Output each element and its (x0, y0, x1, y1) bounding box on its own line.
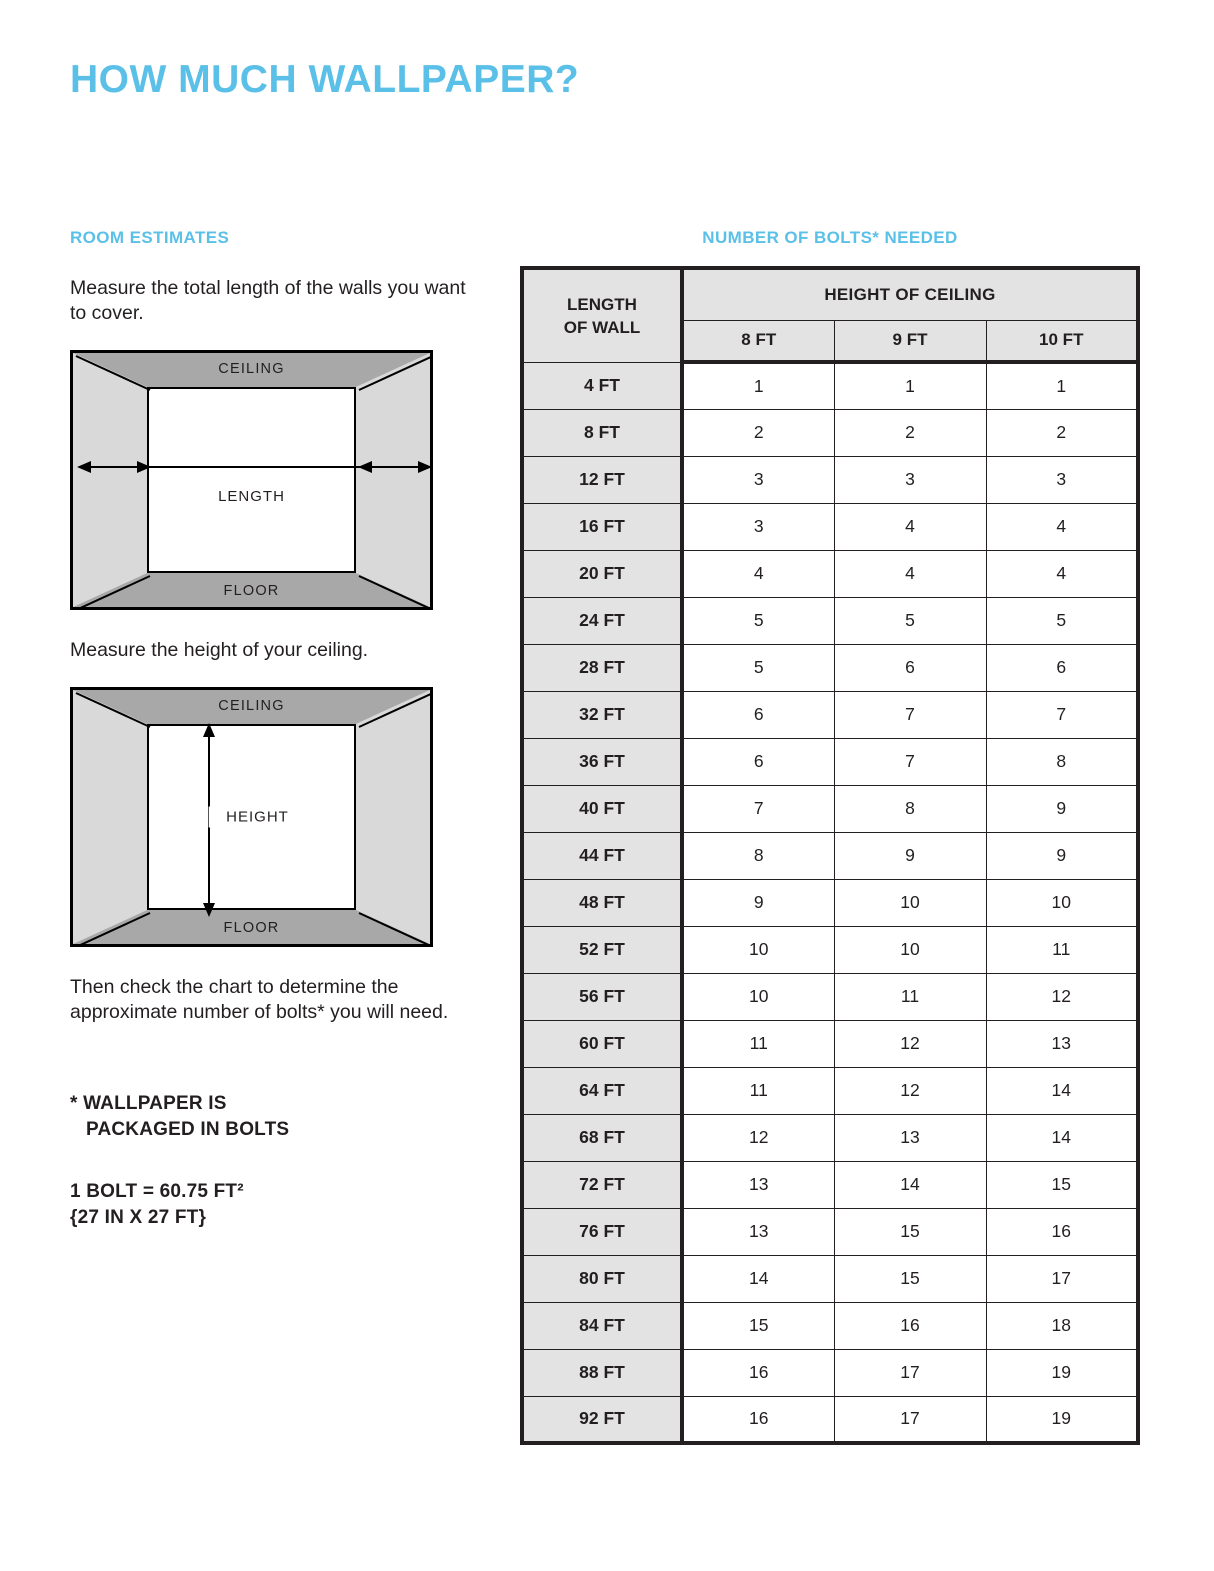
row-value-8ft: 14 (682, 1255, 834, 1302)
table-row (522, 691, 1138, 738)
page-title: HOW MUCH WALLPAPER? (70, 58, 580, 101)
row-value-8ft: 5 (682, 597, 834, 644)
row-value-8ft: 10 (682, 926, 834, 973)
row-length: 28 FT (522, 644, 682, 691)
table-row (522, 503, 1138, 550)
ceiling-label-1: CEILING (218, 361, 285, 377)
row-value-10ft: 15 (986, 1161, 1138, 1208)
row-length: 60 FT (522, 1020, 682, 1067)
row-value-8ft: 10 (682, 973, 834, 1020)
column-header-8ft: 8 FT (682, 320, 834, 362)
row-value-10ft: 19 (986, 1396, 1138, 1443)
bolt-area-line: 1 BOLT = 60.75 FT² (70, 1181, 244, 1202)
row-value-10ft: 12 (986, 973, 1138, 1020)
table-row (522, 926, 1138, 973)
row-value-9ft: 17 (834, 1349, 986, 1396)
row-value-8ft: 15 (682, 1302, 834, 1349)
row-value-10ft: 4 (986, 503, 1138, 550)
row-value-8ft: 3 (682, 456, 834, 503)
row-value-10ft: 10 (986, 879, 1138, 926)
room-estimates-column (70, 228, 470, 1231)
length-header-line-2: OF WALL (563, 317, 641, 337)
table-row (522, 456, 1138, 503)
row-length: 64 FT (522, 1067, 682, 1114)
section-heading-room-estimates: ROOM ESTIMATES (70, 228, 230, 247)
row-value-9ft: 16 (834, 1302, 986, 1349)
row-value-9ft: 6 (834, 644, 986, 691)
table-row (522, 644, 1138, 691)
row-value-8ft: 11 (682, 1067, 834, 1114)
row-length: 52 FT (522, 926, 682, 973)
row-value-8ft: 11 (682, 1020, 834, 1067)
row-value-9ft: 14 (834, 1161, 986, 1208)
row-length: 40 FT (522, 785, 682, 832)
footnote-line-1: * WALLPAPER IS (70, 1093, 227, 1114)
row-value-10ft: 16 (986, 1208, 1138, 1255)
row-value-9ft: 10 (834, 879, 986, 926)
row-value-10ft: 7 (986, 691, 1138, 738)
bolt-dimensions-line: {27 IN X 27 FT} (70, 1207, 207, 1228)
row-value-9ft: 7 (834, 738, 986, 785)
row-value-9ft: 11 (834, 973, 986, 1020)
row-length: 24 FT (522, 597, 682, 644)
row-value-9ft: 9 (834, 832, 986, 879)
row-value-9ft: 15 (834, 1208, 986, 1255)
row-value-8ft: 16 (682, 1349, 834, 1396)
table-row (522, 738, 1138, 785)
column-header-9ft: 9 FT (834, 320, 986, 362)
row-value-10ft: 8 (986, 738, 1138, 785)
row-length: 84 FT (522, 1302, 682, 1349)
row-value-8ft: 3 (682, 503, 834, 550)
length-header-line-1: LENGTH (567, 294, 637, 314)
table-row (522, 1067, 1138, 1114)
row-value-8ft: 6 (682, 691, 834, 738)
table-row (522, 1020, 1138, 1067)
row-value-10ft: 9 (986, 832, 1138, 879)
table-row (522, 1208, 1138, 1255)
row-length: 20 FT (522, 550, 682, 597)
row-value-10ft: 18 (986, 1302, 1138, 1349)
row-value-8ft: 1 (682, 362, 834, 409)
row-length: 16 FT (522, 503, 682, 550)
table-row (522, 409, 1138, 456)
row-value-10ft: 4 (986, 550, 1138, 597)
row-length: 12 FT (522, 456, 682, 503)
row-value-8ft: 9 (682, 879, 834, 926)
bolts-table-column (520, 228, 1140, 1445)
table-row (522, 550, 1138, 597)
table-row (522, 1114, 1138, 1161)
row-value-9ft: 5 (834, 597, 986, 644)
row-value-9ft: 1 (834, 362, 986, 409)
row-length: 76 FT (522, 1208, 682, 1255)
row-length: 44 FT (522, 832, 682, 879)
table-row (522, 362, 1138, 409)
row-value-10ft: 13 (986, 1020, 1138, 1067)
column-header-10ft: 10 FT (986, 320, 1138, 362)
floor-label-2: FLOOR (223, 920, 280, 936)
table-row (522, 1302, 1138, 1349)
row-value-10ft: 14 (986, 1114, 1138, 1161)
row-value-8ft: 5 (682, 644, 834, 691)
room-diagram-height (70, 687, 433, 947)
table-row (522, 973, 1138, 1020)
length-of-wall-header (522, 268, 682, 362)
row-length: 8 FT (522, 409, 682, 456)
row-value-8ft: 6 (682, 738, 834, 785)
table-row (522, 1255, 1138, 1302)
row-value-8ft: 7 (682, 785, 834, 832)
row-value-9ft: 2 (834, 409, 986, 456)
instruction-paragraph-3: Then check the chart to determine the approximate number of bolts* you will need. (70, 976, 449, 1023)
row-value-10ft: 3 (986, 456, 1138, 503)
row-length: 32 FT (522, 691, 682, 738)
row-value-8ft: 8 (682, 832, 834, 879)
table-row (522, 832, 1138, 879)
table-row (522, 1396, 1138, 1443)
row-value-9ft: 10 (834, 926, 986, 973)
row-value-8ft: 13 (682, 1161, 834, 1208)
row-value-9ft: 15 (834, 1255, 986, 1302)
bolts-table (520, 266, 1140, 1445)
row-value-10ft: 19 (986, 1349, 1138, 1396)
row-value-8ft: 2 (682, 409, 834, 456)
row-value-8ft: 4 (682, 550, 834, 597)
height-of-ceiling-header: HEIGHT OF CEILING (682, 268, 1138, 320)
row-length: 56 FT (522, 973, 682, 1020)
row-value-9ft: 12 (834, 1067, 986, 1114)
row-value-10ft: 11 (986, 926, 1138, 973)
row-value-9ft: 8 (834, 785, 986, 832)
table-row (522, 879, 1138, 926)
row-value-10ft: 14 (986, 1067, 1138, 1114)
row-value-9ft: 4 (834, 550, 986, 597)
row-value-9ft: 4 (834, 503, 986, 550)
row-value-9ft: 12 (834, 1020, 986, 1067)
row-length: 92 FT (522, 1396, 682, 1443)
room-diagram-length (70, 350, 433, 610)
row-value-10ft: 1 (986, 362, 1138, 409)
row-value-8ft: 16 (682, 1396, 834, 1443)
row-value-10ft: 5 (986, 597, 1138, 644)
length-dimension-arrows (73, 353, 433, 610)
row-length: 68 FT (522, 1114, 682, 1161)
row-value-10ft: 6 (986, 644, 1138, 691)
height-measure-label: HEIGHT (208, 807, 295, 828)
row-length: 72 FT (522, 1161, 682, 1208)
row-value-10ft: 2 (986, 409, 1138, 456)
length-measure-label: LENGTH (212, 486, 291, 507)
ceiling-label-2: CEILING (218, 698, 285, 714)
row-value-10ft: 9 (986, 785, 1138, 832)
row-length: 4 FT (522, 362, 682, 409)
instruction-paragraph-2: Measure the height of your ceiling. (70, 639, 369, 661)
row-length: 48 FT (522, 879, 682, 926)
table-row (522, 785, 1138, 832)
row-value-9ft: 13 (834, 1114, 986, 1161)
row-length: 36 FT (522, 738, 682, 785)
row-length: 88 FT (522, 1349, 682, 1396)
floor-label-1: FLOOR (223, 583, 280, 599)
bolts-table-body (522, 362, 1138, 1443)
table-title: NUMBER OF BOLTS* NEEDED (702, 228, 958, 247)
bolts-table-header (522, 268, 1138, 362)
row-length: 80 FT (522, 1255, 682, 1302)
row-value-9ft: 7 (834, 691, 986, 738)
instruction-paragraph-1: Measure the total length of the walls you want to cover. (70, 277, 466, 324)
row-value-10ft: 17 (986, 1255, 1138, 1302)
row-value-9ft: 17 (834, 1396, 986, 1443)
table-row (522, 1161, 1138, 1208)
footnote-line-2: PACKAGED IN BOLTS (86, 1119, 290, 1140)
row-value-8ft: 12 (682, 1114, 834, 1161)
table-row (522, 1349, 1138, 1396)
row-value-9ft: 3 (834, 456, 986, 503)
row-value-8ft: 13 (682, 1208, 834, 1255)
table-row (522, 597, 1138, 644)
